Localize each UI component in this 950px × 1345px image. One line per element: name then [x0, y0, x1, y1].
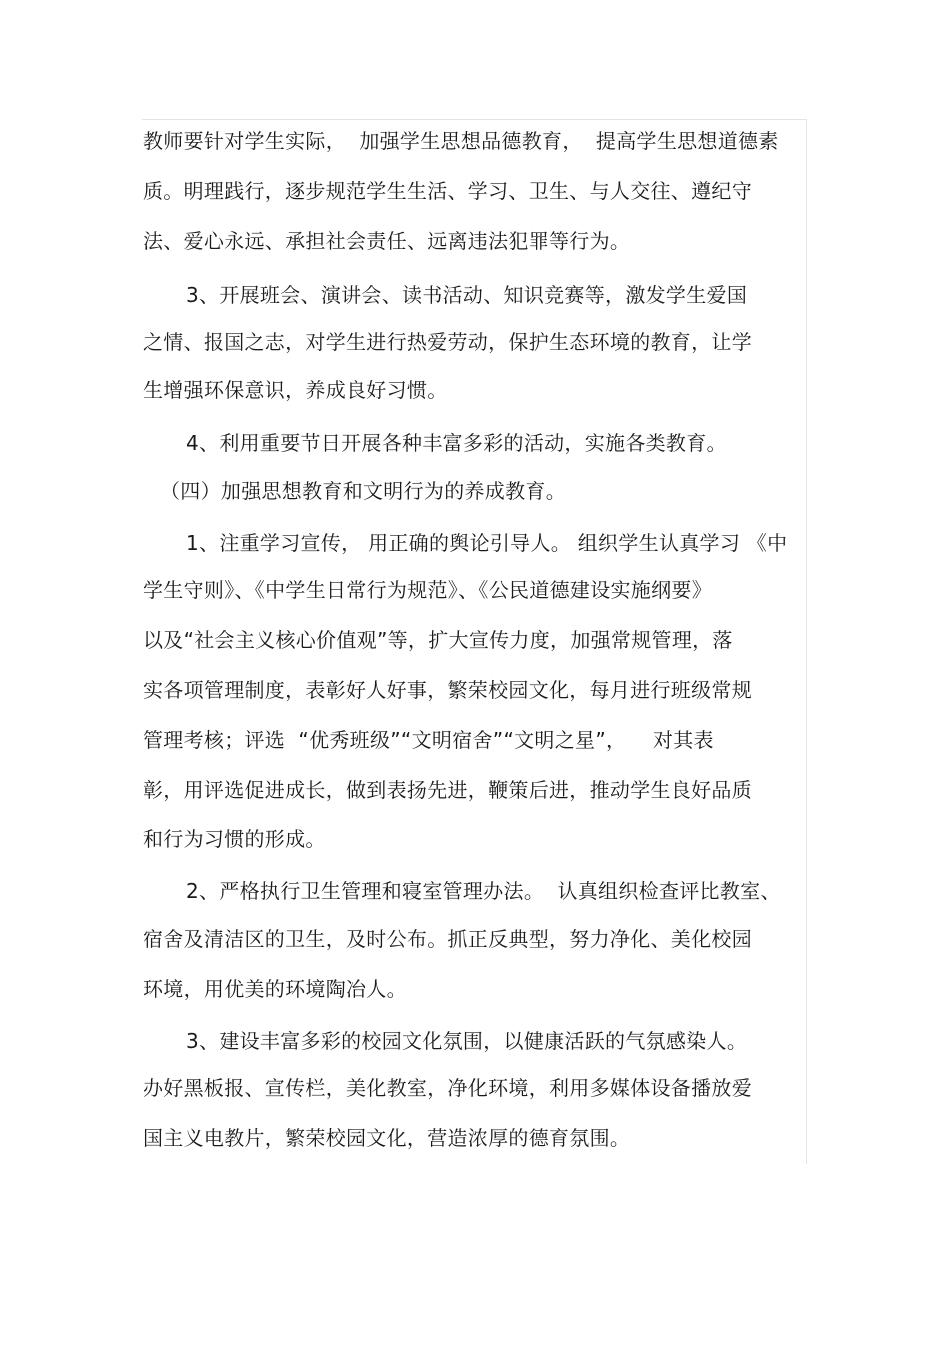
text-line: 质。明理践行，逐步规范学生生活、学习、卫生、与人交往、遵纪守 — [143, 179, 752, 203]
text-line: 宿舍及清洁区的卫生，及时公布。抓正反典型，努力净化、美化校园 — [143, 927, 752, 951]
text-line: 教师要针对学生实际， 加强学生思想品德教育， 提高学生思想道德素 — [143, 129, 779, 153]
text-line: 3、建设丰富多彩的校园文化氛围，以健康活跃的气氛感染人。 — [186, 1029, 748, 1053]
text-line: 和行为习惯的形成。 — [143, 827, 326, 851]
text-line: 2、严格执行卫生管理和寝室管理办法。 认真组织检查评比教室、 — [186, 879, 781, 903]
text-line: 法、爱心永远、承担社会责任、远离违法犯罪等行为。 — [143, 229, 631, 253]
text-line: 环境，用优美的环境陶冶人。 — [143, 977, 407, 1001]
text-line: 4、利用重要节日开展各种丰富多彩的活动，实施各类教育。 — [186, 431, 727, 455]
text-line: 彰，用评选促进成长，做到表扬先进，鞭策后进，推动学生良好品质 — [143, 778, 752, 802]
text-line: 3、开展班会、演讲会、读书活动、知识竞赛等，激发学生爱国 — [186, 283, 748, 307]
text-line: 管理考核；评选 “优秀班级”“文明宿舍”“文明之星”， 对其表 — [143, 728, 714, 752]
text-line: 办好黑板报、宣传栏，美化教室，净化环境，利用多媒体设备播放爱 — [143, 1076, 752, 1100]
text-line: 之情、报国之志，对学生进行热爱劳动，保护生态环境的教育，让学 — [143, 330, 752, 354]
text-line: 学生守则》、《中学生日常行为规范》、《公民道德建设实施纲要》 — [143, 578, 712, 602]
text-line: 以及“社会主义核心价值观”等，扩大宣传力度，加强常规管理，落 — [143, 628, 733, 652]
section-heading: （四）加强思想教育和文明行为的养成教育。 — [160, 479, 566, 503]
text-line: 国主义电教片，繁荣校园文化，营造浓厚的德育氛围。 — [143, 1126, 631, 1150]
text-line: 1、注重学习宣传， 用正确的舆论引导人。 组织学生认真学习 《中 — [186, 531, 788, 555]
text-line: 生增强环保意识，养成良好习惯。 — [143, 378, 448, 402]
text-line: 实各项管理制度，表彰好人好事，繁荣校园文化，每月进行班级常规 — [143, 678, 752, 702]
